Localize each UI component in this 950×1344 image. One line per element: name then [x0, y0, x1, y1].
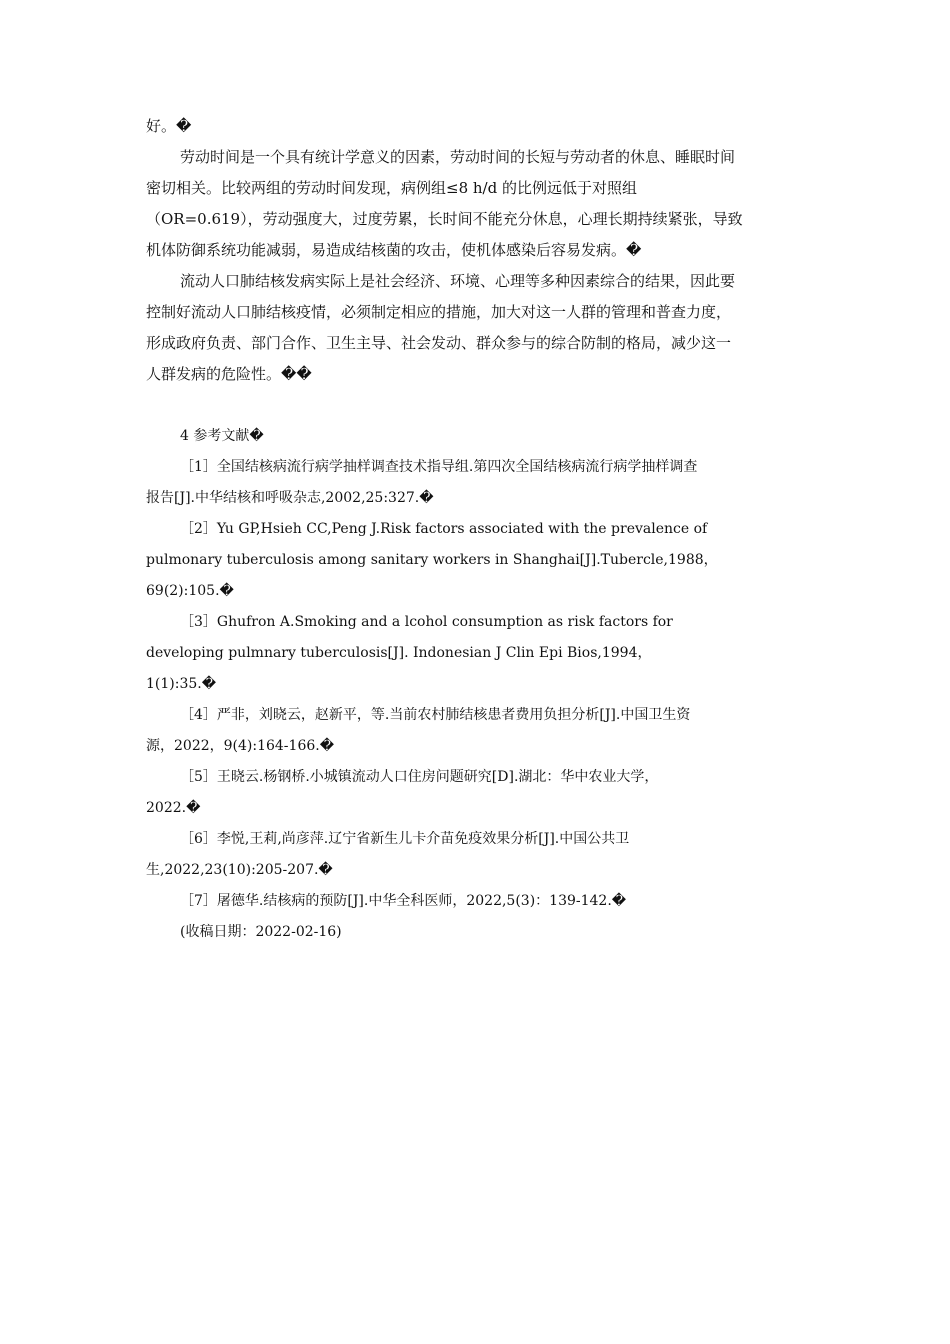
reference-line: ［6］李悦,王莉,尚彦萍.辽宁省新生儿卡介苗免疫效果分析[J].中国公共卫 [180, 831, 630, 847]
text-line: 劳动时间是一个具有统计学意义的因素，劳动时间的长短与劳动者的休息、睡眠时间 [180, 148, 736, 166]
reference-line: 69(2):105.� [146, 583, 234, 599]
reference-line: ［7］屠德华.结核病的预防[J].中华全科医师，2022,5(3)：139-142.� [180, 893, 627, 909]
reference-line: ［3］Ghufron A.Smoking and a lcohol consumption as risk factors for [180, 614, 673, 630]
text-line: 流动人口肺结核发病实际上是社会经济、环境、心理等多种因素综合的结果，因此要 [180, 272, 736, 290]
reference-line: 1(1):35.� [146, 676, 217, 692]
reference-item-7 [146, 886, 806, 917]
reference-line: ［2］Yu GP,Hsieh CC,Peng J.Risk factors associated with the prevalence of [180, 521, 708, 537]
text-line: （OR=0.619），劳动强度大，过度劳累，长时间不能充分休息，心理长期持续紧张，导致 [146, 210, 743, 228]
reference-item-3 [146, 607, 806, 700]
document-page [146, 111, 806, 948]
reference-item-2 [146, 514, 806, 607]
text-line: 控制好流动人口肺结核疫情，必须制定相应的措施，加大对这一人群的管理和普查力度， [146, 303, 732, 321]
reference-item-1 [146, 452, 806, 514]
reference-line: 源，2022，9(4):164-166.� [146, 738, 335, 754]
reference-item-4 [146, 700, 806, 762]
reference-line: developing pulmnary tuberculosis[J]. Indonesian J Clin Epi Bios,1994， [146, 645, 652, 661]
section-spacer [146, 390, 806, 421]
body-paragraph-1 [146, 111, 806, 142]
reference-line: 生,2022,23(10):205-207.� [146, 862, 333, 878]
body-paragraph-3 [146, 266, 806, 390]
reference-line: ［1］全国结核病流行病学抽样调查技术指导组.第四次全国结核病流行病学抽样调查 [180, 459, 698, 475]
references-section [146, 421, 806, 948]
reference-item-5 [146, 762, 806, 824]
text-line: 好。� [146, 117, 192, 135]
references-heading: 4 参考文献� [180, 428, 264, 444]
body-paragraph-2 [146, 142, 806, 266]
received-date: (收稿日期：2022-02-16) [180, 924, 342, 940]
text-line: 机体防御系统功能减弱，易造成结核菌的攻击，使机体感染后容易发病。� [146, 241, 642, 259]
reference-line: ［4］严非，刘晓云，赵新平，等.当前农村肺结核患者费用负担分析[J].中国卫生资 [180, 707, 691, 723]
reference-line: pulmonary tuberculosis among sanitary workers in Shanghai[J].Tubercle,1988， [146, 552, 718, 568]
reference-line: 报告[J].中华结核和呼吸杂志,2002,25:327.� [146, 490, 434, 506]
text-line: 密切相关。比较两组的劳动时间发现，病例组≤8 h/d 的比例远低于对照组 [146, 179, 637, 197]
reference-line: 2022.� [146, 800, 201, 816]
text-line: 形成政府负责、部门合作、卫生主导、社会发动、群众参与的综合防制的格局，减少这一 [146, 334, 732, 352]
text-line: 人群发病的危险性。�� [146, 365, 312, 383]
reference-item-6 [146, 824, 806, 886]
reference-line: ［5］王晓云.杨钢桥.小城镇流动人口住房问题研究[D].湖北：华中农业大学， [180, 769, 659, 785]
